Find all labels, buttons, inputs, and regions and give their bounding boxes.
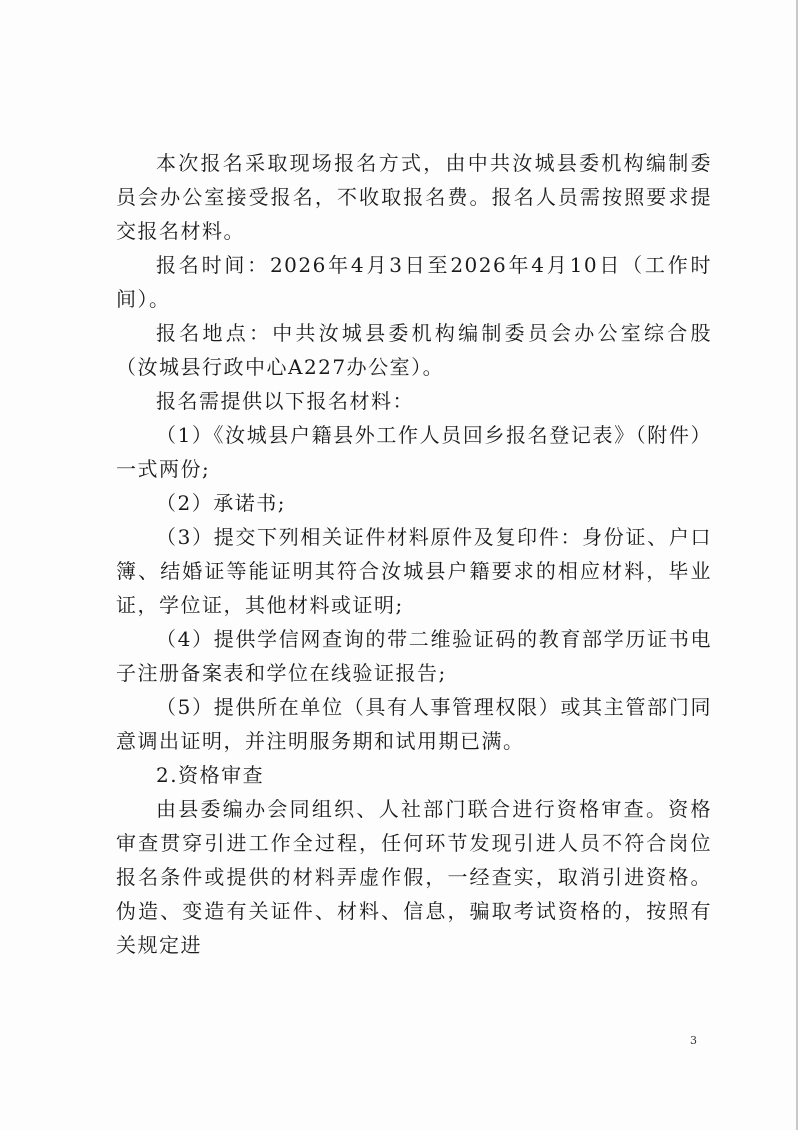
paragraph-registration-time: 报名时间：2026年4月3日至2026年4月10日（工作时间）。	[116, 253, 712, 311]
paragraph-material-4: （4）提供学信网查询的带二维验证码的教育部学历证书电子注册备案表和学位在线验证报告;	[116, 627, 712, 685]
paragraph-materials-intro: 报名需提供以下报名材料：	[156, 389, 414, 413]
paragraph-material-3: （3）提交下列相关证件材料原件及复印件：身份证、户口簿、结婚证等能证明其符合汝城县户籍要求的相应材料，毕业证，学位证，其他材料或证明;	[116, 525, 712, 617]
paragraph-material-5: （5）提供所在单位（具有人事管理权限）或其主管部门同意调出证明，并注明服务期和试用期已满。	[116, 695, 712, 753]
paragraph-material-1: （1）《汝城县户籍县外工作人员回乡报名登记表》（附件）一式两份;	[116, 423, 712, 481]
paragraph-registration-method: 本次报名采取现场报名方式，由中共汝城县委机构编制委员会办公室接受报名，不收取报名费。报名人员需按照要求提交报名材料。	[116, 151, 712, 243]
document-body	[116, 146, 712, 962]
paragraph-qualification-review: 由县委编办会同组织、人社部门联合进行资格审查。资格审查贯穿引进工作全过程，任何环节发现引进人员不符合岗位报名条件或提供的材料弄虚作假，一经查实，取消引进资格。伪造、变造有关证件、材料、信息，骗取考试资格的，按照有关规定进	[116, 797, 712, 957]
paragraph-registration-location: 报名地点：中共汝城县委机构编制委员会办公室综合股（汝城县行政中心A227办公室）。	[116, 321, 712, 379]
paragraph-material-2: （2）承诺书;	[156, 491, 286, 515]
section-heading-qualification-review: 2.资格审查	[156, 763, 265, 787]
page-number: 3	[690, 1034, 697, 1047]
